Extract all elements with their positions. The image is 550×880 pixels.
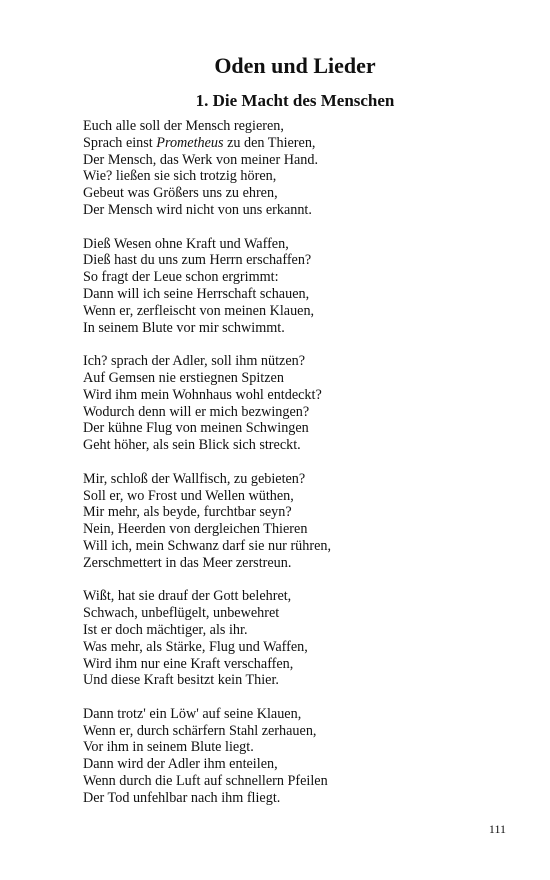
poem-line: Der Mensch, das Werk von meiner Hand. <box>83 151 318 168</box>
poem-line: Dieß Wesen ohne Kraft und Waffen, <box>83 235 289 252</box>
book-title: Oden und Lieder <box>214 53 376 78</box>
poem-line: Wie? ließen sie sich trotzig hören, <box>83 168 277 185</box>
poem-line: Mir, schloß der Wallfisch, zu gebieten? <box>83 470 306 487</box>
poem-line: Auf Gemsen nie erstiegnen Spitzen <box>83 369 284 386</box>
poem-line: Schwach, unbeflügelt, unbewehret <box>83 605 280 622</box>
poem-title: 1. Die Macht des Menschen <box>195 91 395 110</box>
poem-line: Dieß hast du uns zum Herrn erschaffen? <box>83 252 312 269</box>
poem-line: Wenn er, durch schärfern Stahl zerhauen, <box>83 722 317 739</box>
poem-line: Wenn er, zerfleischt von meinen Klauen, <box>83 302 315 319</box>
poem-line: Will ich, mein Schwanz darf sie nur rühren, <box>83 537 332 554</box>
poem-line: Wird ihm nur eine Kraft verschaffen, <box>83 655 294 672</box>
poem-line: So fragt der Leue schon ergrimmt: <box>83 269 279 286</box>
poem-line: Ich? sprach der Adler, soll ihm nützen? <box>83 353 306 370</box>
poem-line: In seinem Blute vor mir schwimmt. <box>83 319 285 336</box>
poem-line: Gebeut was Größers uns zu ehren, <box>83 185 278 202</box>
poem-line: Wodurch denn will er mich bezwingen? <box>83 403 310 420</box>
italic-name: Prometheus <box>156 134 224 151</box>
poem-line: Zerschmettert in das Meer zerstreun. <box>83 554 292 571</box>
stanza <box>83 236 513 337</box>
poem-line: Und diese Kraft besitzt kein Thier. <box>83 672 279 689</box>
stanza <box>83 588 513 689</box>
poem-line: Nein, Heerden von dergleichen Thieren <box>83 521 308 538</box>
poem-line: Mir mehr, als beyde, furchtbar seyn? <box>83 504 292 521</box>
line-segment: zu den Thieren, <box>223 134 316 151</box>
poem-line: Vor ihm in seinem Blute liegt. <box>83 739 254 756</box>
line-segment: Sprach einst <box>83 134 157 151</box>
stanza <box>83 706 513 807</box>
poem-line: Was mehr, als Stärke, Flug und Waffen, <box>83 638 308 655</box>
poem-line: Soll er, wo Frost und Wellen wüthen, <box>83 487 294 504</box>
poem-line: Der Tod unfehlbar nach ihm fliegt. <box>83 789 281 806</box>
poem-line: Dann will ich seine Herrschaft schauen, <box>83 285 310 302</box>
poem-line: Wißt, hat sie drauf der Gott belehret, <box>83 588 292 605</box>
poem-line: Der kühne Flug von meinen Schwingen <box>83 420 309 437</box>
poem-line: Wird ihm mein Wohnhaus wohl entdeckt? <box>83 386 322 403</box>
stanza <box>83 118 513 219</box>
poem-line: Dann trotz' ein Löw' auf seine Klauen, <box>83 705 302 722</box>
poem-line: Wenn durch die Luft auf schnellern Pfeilen <box>83 773 328 790</box>
stanza <box>83 471 513 572</box>
poem-body <box>83 118 513 823</box>
page-number: 111 <box>488 822 506 836</box>
stanza <box>83 353 513 454</box>
poem-line <box>83 135 513 152</box>
poem-line: Ist er doch mächtiger, als ihr. <box>83 621 248 638</box>
poem-line: Der Mensch wird nicht von uns erkannt. <box>83 201 312 218</box>
poem-line: Geht höher, als sein Blick sich streckt. <box>83 437 301 454</box>
poem-line: Euch alle soll der Mensch regieren, <box>83 118 284 134</box>
poem-line: Dann wird der Adler ihm enteilen, <box>83 756 278 773</box>
